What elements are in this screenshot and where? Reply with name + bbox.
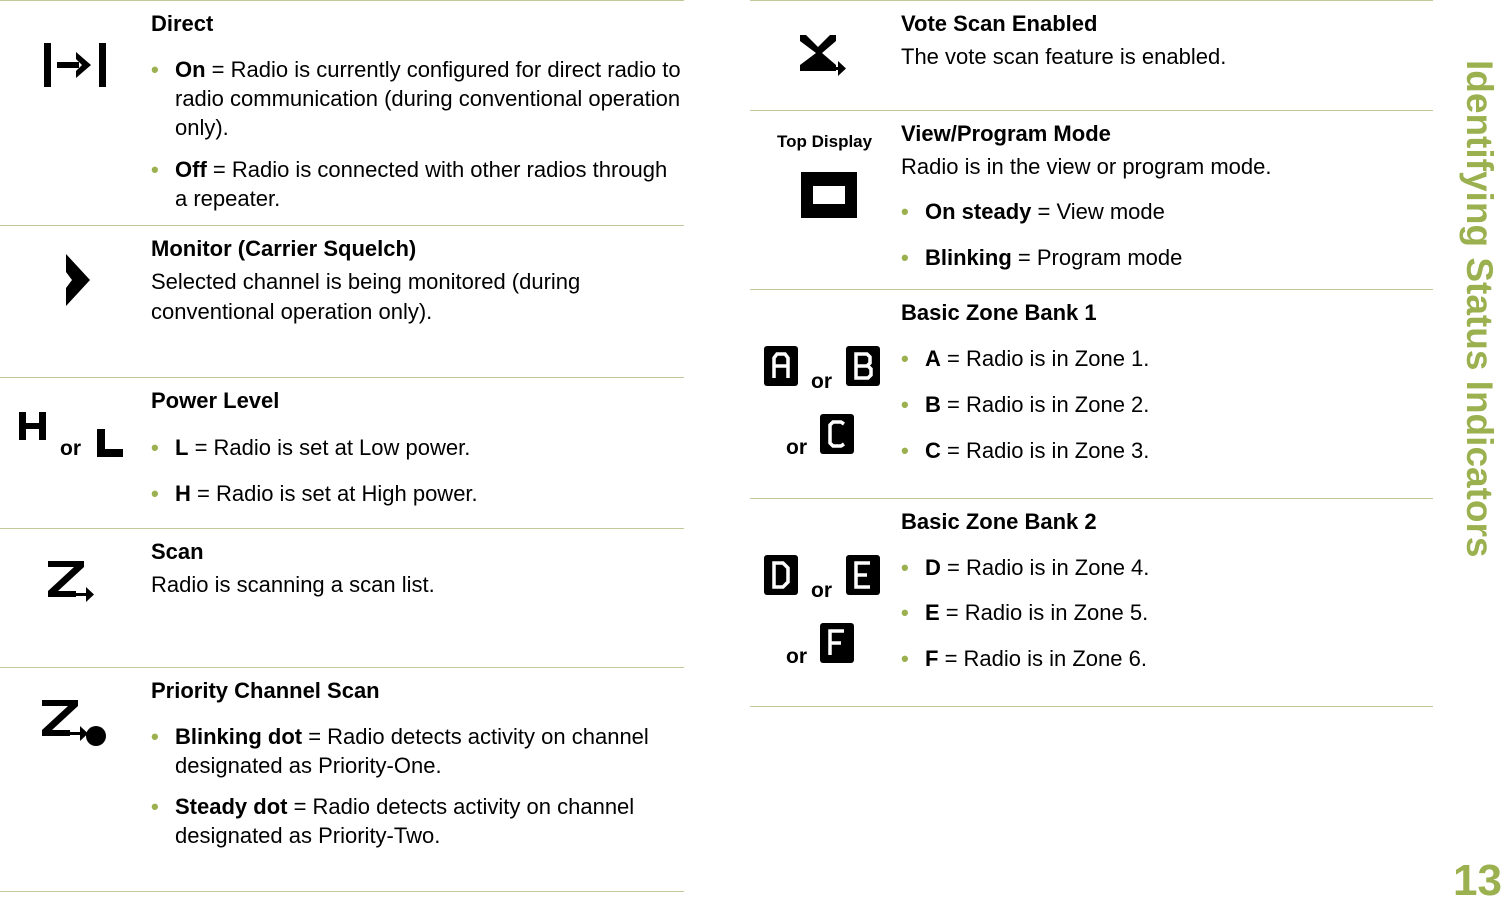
bullet-text: = Radio is in Zone 5. — [939, 600, 1149, 625]
indicator-title: Direct — [151, 11, 214, 36]
indicator-row-view-program — [750, 110, 1433, 289]
bullet-dot: • — [151, 57, 159, 82]
indicator-description: Radio is scanning a scan list. — [151, 572, 435, 597]
or-label: or — [811, 370, 832, 393]
indicator-title: Vote Scan Enabled — [901, 11, 1098, 36]
vote-scan-icon — [798, 33, 846, 81]
zone-d-icon — [764, 555, 798, 595]
bullet-item — [151, 155, 684, 213]
bullet-item — [151, 479, 684, 508]
bullet-item — [901, 197, 1433, 226]
bullet-text: = Radio is in Zone 4. — [940, 555, 1150, 580]
indicator-description: Selected channel is being monitored (during conventional operation only). — [151, 269, 581, 324]
scan-icon — [48, 561, 96, 607]
bullet-term: Blinking dot — [175, 724, 303, 749]
bullet-item — [901, 598, 1433, 627]
indicator-title: Monitor (Carrier Squelch) — [151, 236, 417, 261]
indicator-title: Basic Zone Bank 2 — [901, 509, 1097, 534]
direct-icon — [44, 41, 106, 89]
bullet-term: H — [175, 481, 191, 506]
bullet-dot: • — [151, 157, 159, 182]
bullet-item — [151, 792, 684, 850]
bullet-term: Steady dot — [175, 794, 288, 819]
zone-bank-2-icon — [750, 499, 900, 706]
bullet-dot: • — [901, 346, 909, 371]
bullet-term: A — [925, 346, 941, 371]
bullet-item — [901, 644, 1433, 673]
right-indicator-table — [750, 0, 1433, 707]
low-power-icon — [97, 429, 123, 457]
high-power-icon — [19, 412, 47, 440]
zone-f-icon — [820, 623, 854, 663]
bullet-dot: • — [151, 794, 159, 819]
power-level-icon — [0, 378, 151, 528]
or-label: or — [786, 436, 807, 459]
indicator-description: Radio is in the view or program mode. — [901, 154, 1272, 179]
bullet-item — [151, 433, 684, 462]
indicator-row-power-level — [0, 377, 684, 528]
bullet-text: = Radio is in Zone 6. — [938, 646, 1147, 671]
zone-bank-1-icon — [750, 290, 900, 498]
bullet-item — [901, 344, 1433, 373]
bullet-term: Blinking — [925, 245, 1012, 270]
bullet-dot: • — [901, 600, 909, 625]
indicator-row-zone-bank-2 — [750, 498, 1433, 707]
page-number: 13 — [1453, 856, 1502, 902]
bullet-item — [151, 55, 684, 142]
bullet-text: = Radio is currently configured for direct radio to radio communication (during conventional operation only). — [175, 57, 681, 140]
bullet-term: On steady — [925, 199, 1032, 224]
bullet-item — [901, 243, 1433, 272]
bullet-term: F — [925, 646, 939, 671]
indicator-title: Scan — [151, 539, 204, 564]
or-label: or — [786, 645, 807, 668]
monitor-icon — [64, 254, 92, 306]
bullet-dot: • — [901, 245, 909, 270]
indicator-title: Priority Channel Scan — [151, 678, 380, 703]
indicator-title: Basic Zone Bank 1 — [901, 300, 1097, 325]
left-indicator-table — [0, 0, 684, 892]
indicator-row-scan — [0, 528, 684, 667]
bullet-text: = Radio detects activity on channel designated as Priority-One. — [175, 724, 649, 778]
bullet-item — [151, 722, 684, 780]
bullet-term: D — [925, 555, 941, 580]
bullet-dot: • — [151, 481, 159, 506]
indicator-title: Power Level — [151, 388, 280, 413]
bullet-text: = View mode — [1031, 199, 1165, 224]
section-side-title — [1452, 60, 1512, 580]
bullet-dot: • — [901, 392, 909, 417]
indicator-row-vote-scan — [750, 0, 1433, 110]
bullet-item — [901, 553, 1433, 582]
indicator-description: The vote scan feature is enabled. — [901, 44, 1227, 69]
indicator-row-monitor — [0, 225, 684, 377]
or-label: or — [811, 579, 832, 602]
bullet-term: Off — [175, 157, 207, 182]
bullet-term: E — [925, 600, 940, 625]
indicator-row-zone-bank-1 — [750, 289, 1433, 498]
bullet-text: = Radio is set at Low power. — [188, 435, 471, 460]
priority-scan-icon — [38, 700, 108, 748]
bullet-item — [901, 436, 1433, 465]
bullet-dot: • — [901, 438, 909, 463]
bullet-term: L — [175, 435, 189, 460]
or-label: or — [60, 437, 81, 460]
bullet-term: On — [175, 57, 206, 82]
bullet-dot: • — [901, 555, 909, 580]
bullet-term: B — [925, 392, 941, 417]
bullet-item — [901, 390, 1433, 419]
bullet-text: = Radio is connected with other radios through a repeater. — [175, 157, 668, 211]
bullet-dot: • — [151, 724, 159, 749]
side-title-text: Identifying Status Indicators — [1459, 60, 1500, 558]
bullet-text: = Radio is in Zone 2. — [940, 392, 1150, 417]
view-program-icon — [801, 172, 857, 218]
bullet-text: = Radio is in Zone 1. — [940, 346, 1150, 371]
zone-e-icon — [846, 555, 880, 595]
top-display-label: Top Display — [777, 132, 873, 151]
bullet-text: = Program mode — [1011, 245, 1183, 270]
indicator-row-direct — [0, 0, 684, 225]
bullet-text: = Radio is set at High power. — [190, 481, 478, 506]
indicator-title: View/Program Mode — [901, 121, 1111, 146]
indicator-row-priority-scan — [0, 667, 684, 892]
zone-c-icon — [820, 414, 854, 454]
bullet-dot: • — [151, 435, 159, 460]
bullet-dot: • — [901, 199, 909, 224]
bullet-term: C — [925, 438, 941, 463]
zone-a-icon — [764, 346, 798, 386]
bullet-text: = Radio is in Zone 3. — [940, 438, 1150, 463]
bullet-text: = Radio detects activity on channel designated as Priority-Two. — [175, 794, 635, 848]
bullet-dot: • — [901, 646, 909, 671]
zone-b-icon — [846, 346, 880, 386]
